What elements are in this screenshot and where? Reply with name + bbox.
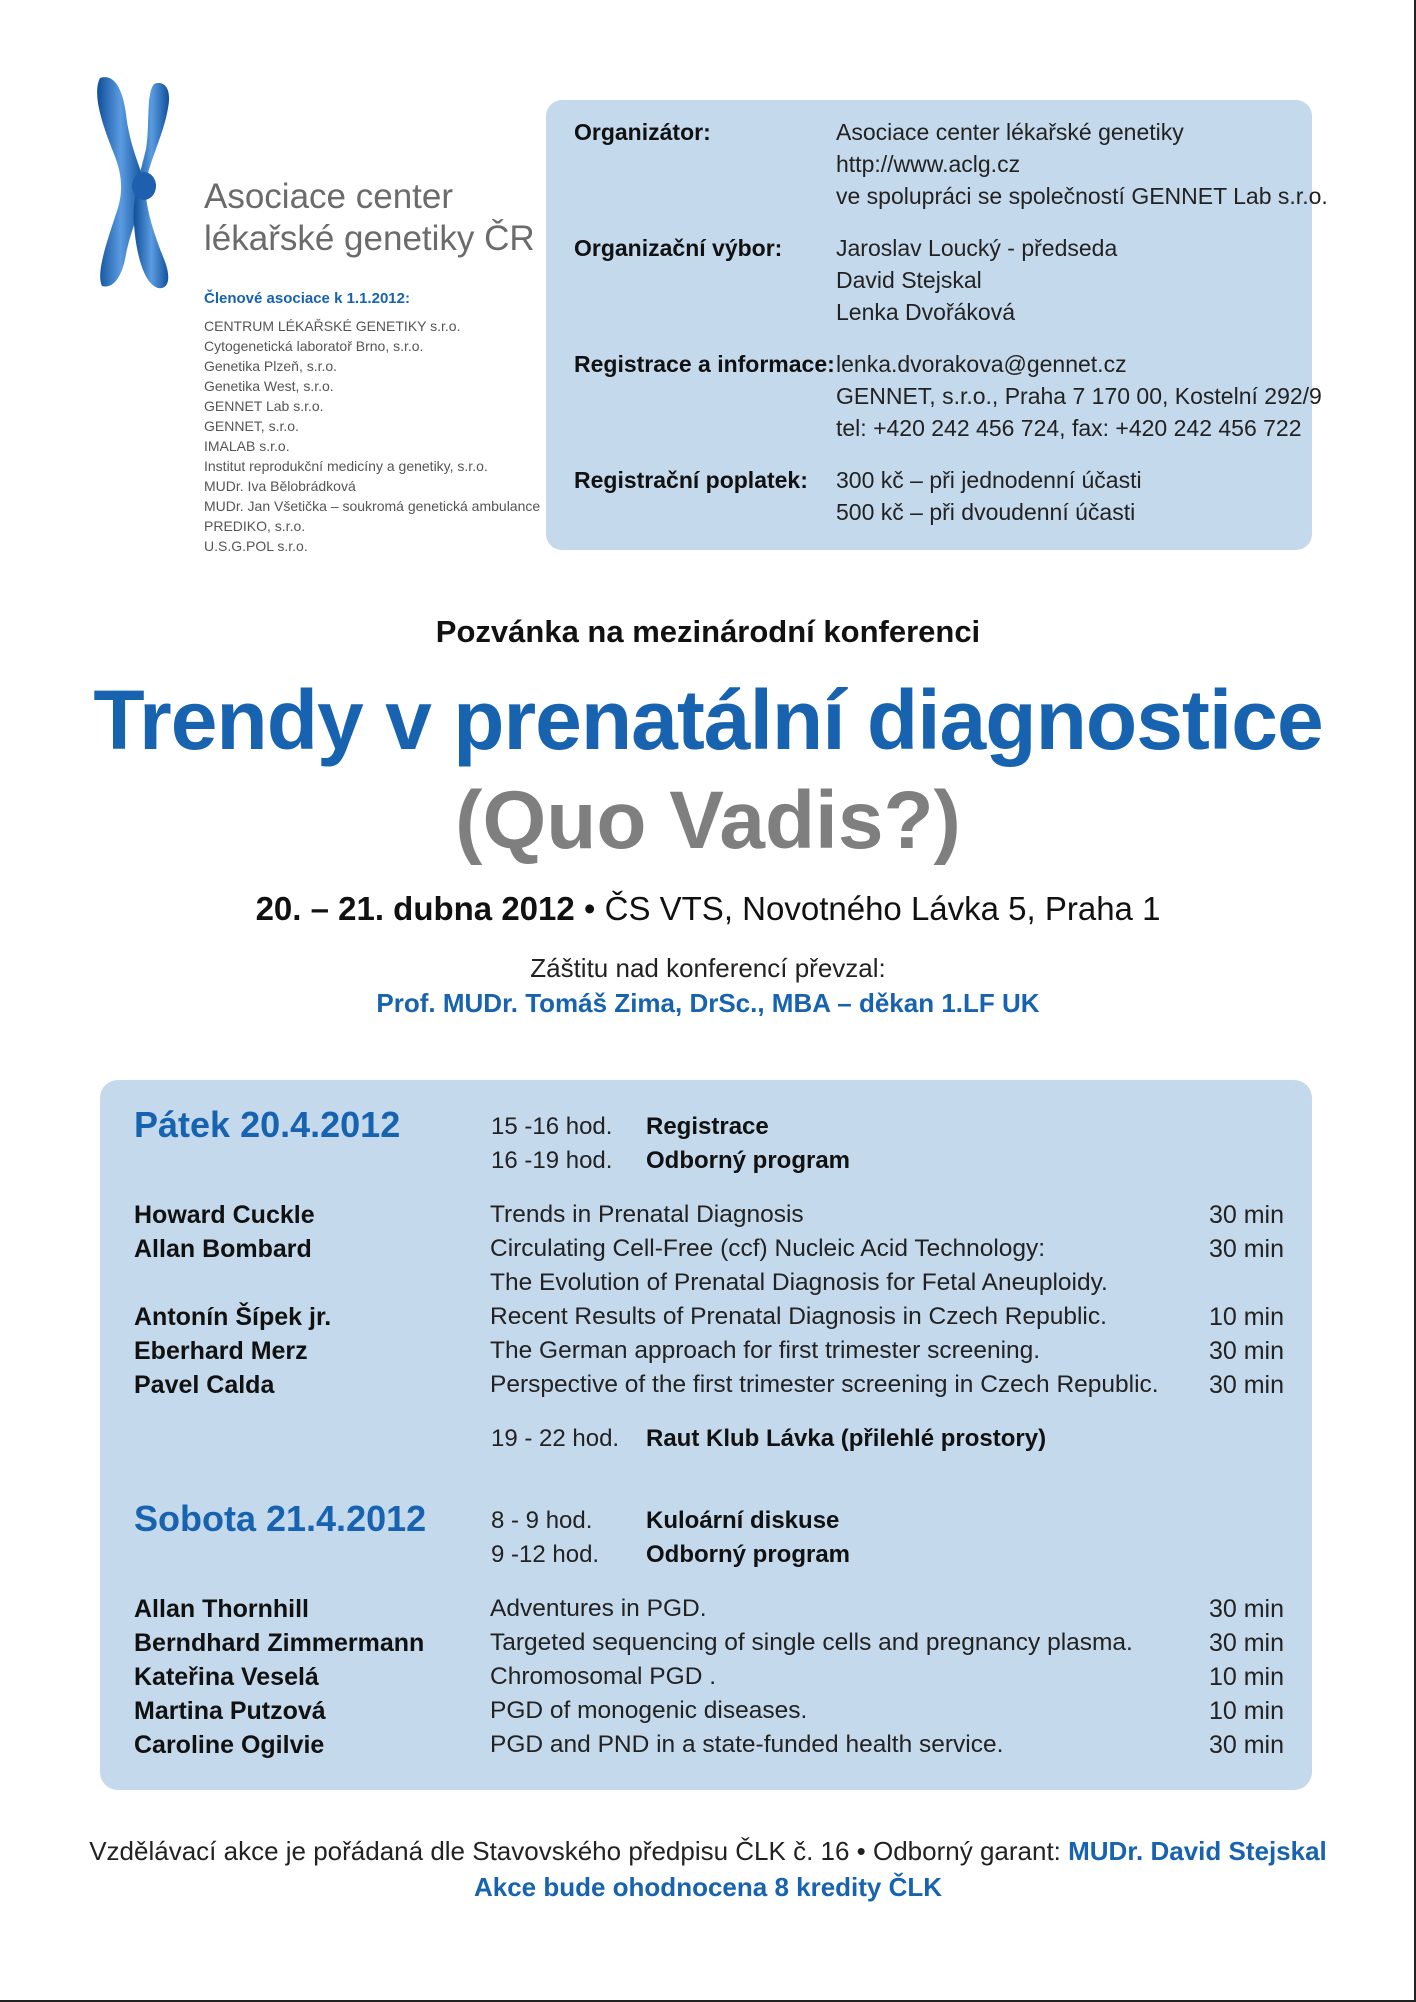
association-name-line1: Asociace center [204,177,454,216]
slot-time: 8 - 9 hod. [491,1507,593,1534]
talk-topic-line: The German approach for first trimester screening. [490,1337,1041,1364]
talk-duration: 30 min [1208,1371,1284,1399]
talk-topic-line: Adventures in PGD. [490,1595,707,1622]
organizer-info-box [546,100,1328,550]
registration-email-link[interactable]: lenka.dvorakova@gennet.cz [836,351,1127,377]
committee-line: Lenka Dvořáková [836,299,1015,325]
talk-speaker: Allan Thornhill [134,1595,309,1623]
member-item: Institut reprodukční medicíny a genetiky, s.r.o. [204,458,488,474]
credits-line: Akce bude ohodnocena 8 kredity ČLK [473,1872,943,1902]
fee-line: 500 kč – při dvoudenní účasti [836,499,1136,525]
talk-speaker: Martina Putzová [134,1697,326,1725]
talk-topic [490,1198,1190,1232]
member-item: IMALAB s.r.o. [204,438,290,454]
member-item: Cytogenetická laboratoř Brno, s.r.o. [204,338,424,354]
members-list [204,316,540,556]
association-name-line2: lékařské genetiky ČR [204,219,535,258]
talk-duration: 30 min [1208,1337,1284,1365]
talk-duration: 30 min [1208,1201,1284,1229]
expert-guarantor: MUDr. David Stejskal [1068,1836,1327,1866]
talk-topic [490,1334,1190,1368]
talk-speaker: Kateřina Veselá [134,1663,319,1691]
talk-topic [490,1728,1190,1762]
accreditation-text: Vzdělávací akce je pořádaná dle Stavovského předpisu ČLK č. 16 • Odborný garant: [89,1836,1069,1866]
program-box [100,1080,1312,1790]
fee-values [836,464,1316,528]
slot-time: 19 - 22 hod. [491,1425,620,1452]
slot-time: 16 -19 hod. [491,1147,613,1174]
conference-subtitle: (Quo Vadis?) [455,775,961,866]
talk-duration: 30 min [1208,1731,1284,1759]
talk-speaker: Allan Bombard [134,1235,312,1263]
member-item: MUDr. Jan Všetička – soukromá genetická ambulance [204,498,541,514]
registration-line: GENNET, s.r.o., Praha 7 170 00, Kostelní 292/9 [836,383,1322,409]
member-item: Genetika West, s.r.o. [204,378,334,394]
committee-values [836,232,1316,328]
talk-duration: 30 min [1208,1235,1284,1263]
talk-topic [490,1660,1190,1694]
member-item: Genetika Plzeň, s.r.o. [204,358,338,374]
talk-topic-line: Recent Results of Prenatal Diagnosis in Czech Republic. [490,1303,1107,1330]
slot-activity: Odborný program [646,1541,851,1568]
slot-activity: Kuloární diskuse [646,1507,840,1534]
talk-topic-line: Perspective of the first trimester screening in Czech Republic. [490,1371,1159,1398]
talk-speaker: Pavel Calda [134,1371,275,1399]
organizer-website-link[interactable]: http://www.aclg.cz [836,151,1021,177]
talk-speaker: Eberhard Merz [134,1337,308,1365]
talk-topic [490,1300,1190,1334]
slot-activity: Registrace [646,1113,769,1140]
registration-label: Registrace a informace: [574,351,835,377]
member-item: GENNET Lab s.r.o. [204,398,324,414]
talk-topic-line: Trends in Prenatal Diagnosis [490,1201,804,1228]
member-item: PREDIKO, s.r.o. [204,518,306,534]
conference-venue: • ČS VTS, Novotného Lávka 5, Praha 1 [574,890,1161,927]
committee-line: David Stejskal [836,267,982,293]
talk-duration: 30 min [1208,1595,1284,1623]
talk-topic-line: PGD and PND in a state-funded health service. [490,1731,1004,1758]
talk-duration: 10 min [1208,1697,1284,1725]
association-name [204,176,535,260]
talk-topic [490,1626,1190,1660]
fee-label: Registrační poplatek: [574,467,808,493]
talk-duration: 10 min [1208,1663,1284,1691]
member-item: U.S.G.POL s.r.o. [204,538,308,554]
slot-activity: Raut Klub Lávka (přilehlé prostory) [646,1425,1047,1452]
talk-speaker: Caroline Ogilvie [134,1731,325,1759]
slot-activity: Odborný program [646,1147,851,1174]
member-item: GENNET, s.r.o. [204,418,299,434]
talk-topic-line: PGD of monogenic diseases. [490,1697,808,1724]
organizer-line: ve spolupráci se společností GENNET Lab s.r.o. [836,183,1328,209]
invitation-heading: Pozvánka na mezinárodní konferenci [435,614,981,649]
talk-topic [490,1368,1190,1402]
talk-topic-line: The Evolution of Prenatal Diagnosis for Fetal Aneuploidy. [490,1269,1108,1296]
committee-line: Jaroslav Loucký - předseda [836,235,1118,261]
registration-line: tel: +420 242 456 724, fax: +420 242 456 722 [836,415,1302,441]
talk-topic [490,1232,1190,1300]
organizer-line: Asociace center lékařské genetiky [836,119,1184,145]
talk-speaker: Antonín Šípek jr. [134,1303,332,1331]
talk-speaker: Berndhard Zimmermann [134,1629,425,1657]
day1-title: Pátek 20.4.2012 [134,1104,401,1145]
patronage-label: Záštitu nad konferencí převzal: [530,953,886,983]
members-heading: Členové asociace k 1.1.2012: [204,290,410,307]
slot-time: 15 -16 hod. [491,1113,613,1140]
member-item: MUDr. Iva Bělobrádková [204,478,356,494]
talk-speaker: Howard Cuckle [134,1201,315,1229]
talk-duration: 10 min [1208,1303,1284,1331]
accreditation-line [0,1836,1416,1867]
conference-title: Trendy v prenatální diagnostice [93,673,1323,767]
talk-topic-line: Targeted sequencing of single cells and pregnancy plasma. [490,1629,1133,1656]
day2-title: Sobota 21.4.2012 [134,1498,427,1539]
registration-values [836,348,1322,444]
talk-duration: 30 min [1208,1629,1284,1657]
committee-label: Organizační výbor: [574,235,783,261]
date-venue-line [0,890,1416,928]
talk-topic-line: Circulating Cell-Free (ccf) Nucleic Acid Technology: [490,1235,1046,1262]
organizer-values [836,116,1328,212]
talk-topic [490,1592,1190,1626]
fee-line: 300 kč – při jednodenní účasti [836,467,1142,493]
slot-time: 9 -12 hod. [491,1541,600,1568]
talk-topic [490,1694,1190,1728]
talk-topic-line: Chromosomal PGD . [490,1663,717,1690]
patron-name: Prof. MUDr. Tomáš Zima, DrSc., MBA – děkan 1.LF UK [376,988,1040,1018]
member-item: CENTRUM LÉKAŘSKÉ GENETIKY s.r.o. [204,318,461,334]
chromosome-logo-icon [92,74,192,294]
organizer-label: Organizátor: [574,119,711,145]
conference-dates: 20. – 21. dubna 2012 [255,890,575,927]
